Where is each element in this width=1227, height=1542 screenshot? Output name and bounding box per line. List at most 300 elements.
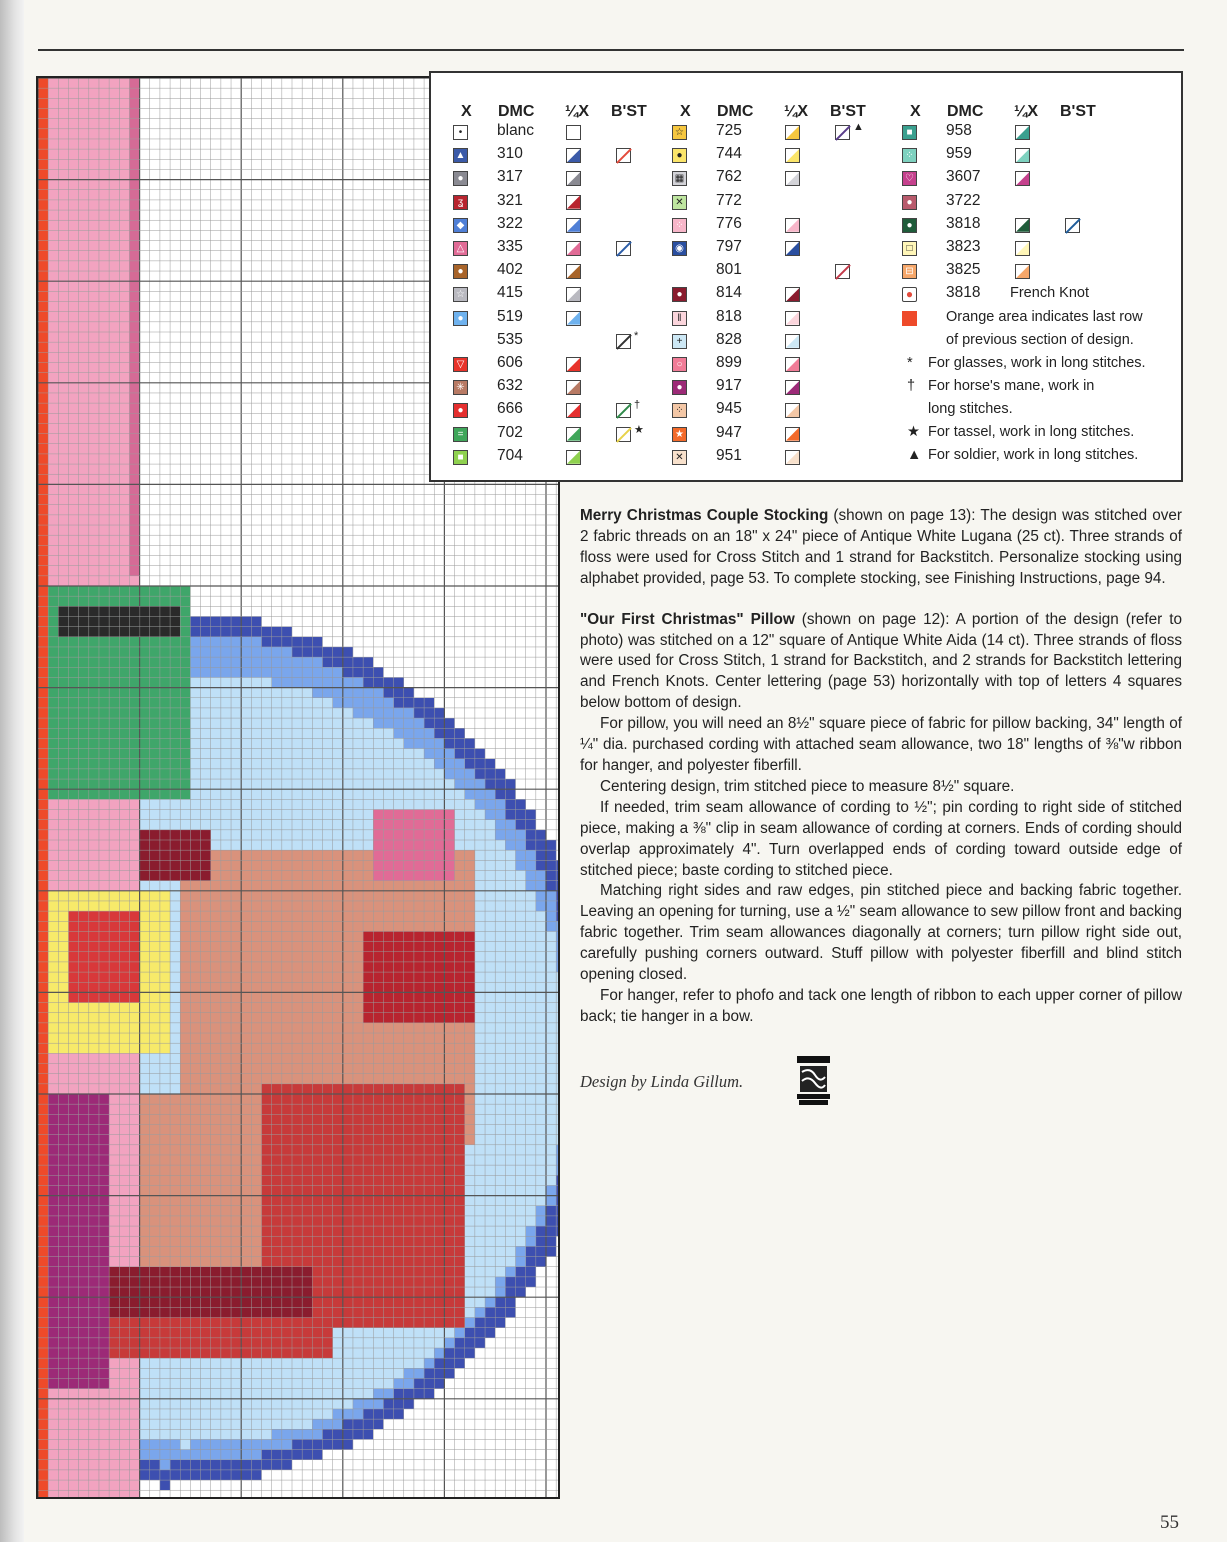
blue-border-stitch — [526, 840, 536, 850]
blue-border-stitch — [282, 627, 292, 637]
blue-ring-stitch — [343, 688, 353, 698]
blue-border-stitch — [251, 627, 261, 637]
blue-border-stitch — [536, 1226, 546, 1236]
blue-border-stitch — [485, 759, 495, 769]
blue-border-stitch — [495, 1297, 505, 1307]
blue-ring-stitch — [241, 637, 251, 647]
blue-border-stitch — [373, 677, 383, 687]
blue-ring-stitch — [455, 759, 465, 769]
blue-border-stitch — [363, 677, 373, 687]
blue-ring-stitch — [526, 850, 536, 860]
blue-border-stitch — [353, 1419, 363, 1429]
blue-ring-stitch — [516, 850, 526, 860]
blue-ring-stitch — [414, 738, 424, 748]
blue-border-stitch — [556, 891, 558, 901]
blue-ring-stitch — [383, 708, 393, 718]
blue-border-stitch — [536, 860, 546, 870]
blue-border-stitch — [322, 1439, 332, 1449]
blue-border-stitch — [221, 1470, 231, 1480]
blue-border-stitch — [262, 1450, 272, 1460]
blue-border-stitch — [353, 657, 363, 667]
blue-border-stitch — [475, 1338, 485, 1348]
blue-border-stitch — [556, 1196, 558, 1206]
blue-border-stitch — [322, 657, 332, 667]
blue-border-stitch — [394, 1399, 404, 1409]
blue-border-stitch — [526, 1277, 536, 1287]
blue-border-stitch — [556, 1216, 558, 1226]
blue-ring-stitch — [211, 637, 221, 647]
blue-border-stitch — [343, 1419, 353, 1429]
blue-border-stitch — [394, 698, 404, 708]
blue-border-stitch — [343, 667, 353, 677]
blue-border-stitch — [475, 749, 485, 759]
blue-border-stitch — [302, 647, 312, 657]
blue-border-stitch — [516, 1287, 526, 1297]
blue-border-stitch — [444, 738, 454, 748]
blue-ring-stitch — [272, 677, 282, 687]
blue-ring-stitch — [465, 769, 475, 779]
blue-ring-stitch — [546, 901, 556, 911]
blue-border-stitch — [404, 1389, 414, 1399]
blue-border-stitch — [140, 1460, 150, 1470]
blue-ring-stitch — [526, 881, 536, 891]
blue-border-stitch — [312, 647, 322, 657]
blue-border-stitch — [444, 1358, 454, 1368]
blue-border-stitch — [536, 1246, 546, 1256]
blue-border-stitch — [536, 850, 546, 860]
blue-ring-stitch — [465, 779, 475, 789]
blue-ring-stitch — [251, 647, 261, 657]
blue-ring-stitch — [272, 657, 282, 667]
blue-border-stitch — [526, 830, 536, 840]
blue-ring-stitch — [434, 749, 444, 759]
blue-border-stitch — [394, 1389, 404, 1399]
blue-ring-stitch — [241, 667, 251, 677]
blue-border-stitch — [353, 667, 363, 677]
blue-border-stitch — [272, 637, 282, 647]
blue-border-stitch — [465, 759, 475, 769]
blue-ring-stitch — [241, 657, 251, 667]
blue-ring-stitch — [516, 860, 526, 870]
blue-border-stitch — [495, 769, 505, 779]
blue-border-stitch — [455, 1338, 465, 1348]
blue-border-stitch — [404, 698, 414, 708]
blue-border-stitch — [475, 1318, 485, 1328]
blue-ring-stitch — [312, 688, 322, 698]
blue-ring-stitch — [546, 891, 556, 901]
blue-ring-stitch — [302, 677, 312, 687]
blue-border-stitch — [251, 1470, 261, 1480]
blue-ring-stitch — [495, 799, 505, 809]
blue-border-stitch — [455, 1358, 465, 1368]
blue-border-stitch — [272, 627, 282, 637]
blue-ring-stitch — [231, 647, 241, 657]
blue-ring-stitch — [272, 667, 282, 677]
blue-border-stitch — [363, 657, 373, 667]
blue-border-stitch — [262, 1460, 272, 1470]
blue-ring-stitch — [343, 677, 353, 687]
blue-ring-stitch — [404, 708, 414, 718]
blue-ring-stitch — [262, 667, 272, 677]
blue-border-stitch — [160, 1470, 170, 1480]
blue-ring-stitch — [190, 647, 200, 657]
blue-border-stitch — [211, 616, 221, 626]
blue-border-stitch — [292, 1450, 302, 1460]
blue-border-stitch — [363, 667, 373, 677]
blue-border-stitch — [556, 1175, 558, 1185]
blue-border-stitch — [241, 627, 251, 637]
blue-ring-stitch — [322, 688, 332, 698]
blue-border-stitch — [424, 698, 434, 708]
blue-ring-stitch — [241, 647, 251, 657]
blue-border-stitch — [211, 1460, 221, 1470]
blue-ring-stitch — [363, 688, 373, 698]
blue-border-stitch — [516, 810, 526, 820]
blue-border-stitch — [495, 1318, 505, 1328]
blue-border-stitch — [424, 1378, 434, 1388]
blue-ring-stitch — [221, 667, 231, 677]
blue-border-stitch — [516, 1267, 526, 1277]
blue-ring-stitch — [536, 891, 546, 901]
blue-border-stitch — [505, 789, 515, 799]
blue-ring-stitch — [343, 698, 353, 708]
blue-border-stitch — [221, 1460, 231, 1470]
blue-ring-stitch — [475, 779, 485, 789]
blue-border-stitch — [444, 728, 454, 738]
blue-border-stitch — [556, 860, 558, 870]
blue-ring-stitch — [424, 738, 434, 748]
blue-ring-stitch — [353, 698, 363, 708]
blue-ring-stitch — [201, 637, 211, 647]
book-binding-shadow — [0, 0, 24, 1542]
blue-border-stitch — [241, 616, 251, 626]
blue-border-stitch — [282, 1450, 292, 1460]
blue-ring-stitch — [485, 810, 495, 820]
blue-ring-stitch — [404, 728, 414, 738]
blue-border-stitch — [485, 1307, 495, 1317]
blue-border-stitch — [444, 718, 454, 728]
blue-border-stitch — [475, 1328, 485, 1338]
blue-ring-stitch — [394, 718, 404, 728]
blue-border-stitch — [444, 1348, 454, 1358]
blue-border-stitch — [373, 667, 383, 677]
blue-ring-stitch — [373, 698, 383, 708]
blue-border-stitch — [505, 1277, 515, 1287]
blue-border-stitch — [322, 647, 332, 657]
blue-border-stitch — [302, 1439, 312, 1449]
blue-ring-stitch — [516, 830, 526, 840]
blue-border-stitch — [353, 1429, 363, 1439]
blue-border-stitch — [190, 616, 200, 626]
blue-ring-stitch — [282, 677, 292, 687]
blue-border-stitch — [505, 810, 515, 820]
blue-border-stitch — [201, 616, 211, 626]
blue-ring-stitch — [312, 667, 322, 677]
blue-border-stitch — [333, 647, 343, 657]
blue-ring-stitch — [394, 708, 404, 718]
blue-border-stitch — [383, 688, 393, 698]
blue-border-stitch — [414, 698, 424, 708]
blue-border-stitch — [424, 708, 434, 718]
blue-border-stitch — [201, 1470, 211, 1480]
blue-border-stitch — [383, 1409, 393, 1419]
blue-border-stitch — [190, 1470, 200, 1480]
blue-ring-stitch — [272, 647, 282, 657]
blue-border-stitch — [414, 708, 424, 718]
blue-border-stitch — [251, 616, 261, 626]
blue-ring-stitch — [231, 657, 241, 667]
blue-border-stitch — [262, 627, 272, 637]
top-rule — [38, 49, 1184, 51]
blue-ring-stitch — [221, 637, 231, 647]
blue-border-stitch — [556, 870, 558, 880]
blue-ring-stitch — [414, 728, 424, 738]
blue-ring-stitch — [434, 759, 444, 769]
blue-ring-stitch — [536, 901, 546, 911]
blue-border-stitch — [201, 627, 211, 637]
blue-border-stitch — [150, 1470, 160, 1480]
blue-border-stitch — [556, 901, 558, 911]
blue-border-stitch — [221, 627, 231, 637]
blue-border-stitch — [475, 769, 485, 779]
blue-ring-stitch — [495, 810, 505, 820]
blue-border-stitch — [485, 779, 495, 789]
blue-border-stitch — [211, 1470, 221, 1480]
blue-ring-stitch — [394, 728, 404, 738]
blue-border-stitch — [363, 1419, 373, 1429]
blue-border-stitch — [536, 830, 546, 840]
blue-border-stitch — [170, 1460, 180, 1470]
blue-ring-stitch — [495, 830, 505, 840]
blue-ring-stitch — [424, 749, 434, 759]
blue-border-stitch — [546, 840, 556, 850]
blue-ring-stitch — [231, 637, 241, 647]
blue-ring-stitch — [190, 667, 200, 677]
blue-ring-stitch — [312, 657, 322, 667]
blue-ring-stitch — [262, 647, 272, 657]
blue-border-stitch — [251, 1460, 261, 1470]
blue-border-stitch — [231, 1460, 241, 1470]
blue-border-stitch — [516, 799, 526, 809]
blue-border-stitch — [343, 657, 353, 667]
blue-border-stitch — [505, 779, 515, 789]
blue-border-stitch — [455, 728, 465, 738]
blue-border-stitch — [434, 1378, 444, 1388]
blue-ring-stitch — [211, 667, 221, 677]
blue-border-stitch — [373, 1409, 383, 1419]
blue-ring-stitch — [505, 840, 515, 850]
blue-border-stitch — [343, 647, 353, 657]
blue-border-stitch — [536, 1257, 546, 1267]
blue-ring-stitch — [444, 749, 454, 759]
blue-border-stitch — [546, 1216, 556, 1226]
blue-ring-stitch — [302, 657, 312, 667]
blue-border-stitch — [546, 1236, 556, 1246]
blue-border-stitch — [556, 1206, 558, 1216]
blue-ring-stitch — [404, 738, 414, 748]
blue-border-stitch — [526, 820, 536, 830]
blue-ring-stitch — [282, 657, 292, 667]
blue-border-stitch — [505, 1287, 515, 1297]
blue-ring-stitch — [465, 789, 475, 799]
blue-ring-stitch — [322, 667, 332, 677]
blue-border-stitch — [394, 677, 404, 687]
blue-ring-stitch — [444, 769, 454, 779]
blue-border-stitch — [201, 1460, 211, 1470]
blue-border-stitch — [231, 616, 241, 626]
blue-border-stitch — [505, 1297, 515, 1307]
blue-border-stitch — [414, 1389, 424, 1399]
blue-ring-stitch — [190, 637, 200, 647]
blue-border-stitch — [546, 1226, 556, 1236]
blue-border-stitch — [190, 627, 200, 637]
blue-border-stitch — [363, 1409, 373, 1419]
blue-ring-stitch — [292, 677, 302, 687]
blue-ring-stitch — [536, 881, 546, 891]
blue-border-stitch — [556, 881, 558, 891]
blue-border-stitch — [546, 1246, 556, 1256]
blue-ring-stitch — [526, 860, 536, 870]
blue-ring-stitch — [221, 647, 231, 657]
blue-border-stitch — [424, 1389, 434, 1399]
blue-border-stitch — [241, 1460, 251, 1470]
blue-border-stitch — [292, 637, 302, 647]
blue-border-stitch — [302, 637, 312, 647]
blue-border-stitch — [241, 1470, 251, 1480]
blue-ring-stitch — [221, 657, 231, 667]
blue-border-stitch — [322, 1429, 332, 1439]
blue-border-stitch — [495, 789, 505, 799]
blue-ring-stitch — [201, 647, 211, 657]
blue-ring-stitch — [363, 698, 373, 708]
blue-border-stitch — [282, 637, 292, 647]
blue-border-stitch — [414, 1378, 424, 1388]
blue-border-stitch — [282, 1460, 292, 1470]
blue-border-stitch — [140, 1470, 150, 1480]
blue-ring-stitch — [251, 637, 261, 647]
blue-ring-stitch — [201, 657, 211, 667]
blue-ring-stitch — [526, 870, 536, 880]
blue-ring-stitch — [231, 667, 241, 677]
blue-border-stitch — [465, 749, 475, 759]
blue-border-stitch — [312, 637, 322, 647]
blue-ring-stitch — [383, 718, 393, 728]
blue-border-stitch — [231, 627, 241, 637]
blue-border-stitch — [546, 1206, 556, 1216]
blue-border-stitch — [526, 1267, 536, 1277]
blue-ring-stitch — [485, 799, 495, 809]
blue-ring-stitch — [485, 789, 495, 799]
blue-border-stitch — [383, 677, 393, 687]
blue-border-stitch — [465, 1338, 475, 1348]
blue-border-stitch — [434, 718, 444, 728]
blue-border-stitch — [556, 1185, 558, 1195]
blue-border-stitch — [505, 1307, 515, 1317]
blue-border-stitch — [536, 1236, 546, 1246]
blue-border-stitch — [434, 1368, 444, 1378]
blue-border-stitch — [526, 1246, 536, 1256]
blue-border-stitch — [434, 708, 444, 718]
blue-border-stitch — [455, 738, 465, 748]
blue-ring-stitch — [424, 728, 434, 738]
blue-border-stitch — [475, 759, 485, 769]
blue-border-stitch — [373, 1419, 383, 1429]
blue-ring-stitch — [353, 688, 363, 698]
blue-border-stitch — [526, 1257, 536, 1267]
blue-ring-stitch — [505, 820, 515, 830]
blue-border-stitch — [495, 779, 505, 789]
blue-border-stitch — [556, 1226, 558, 1236]
blue-border-stitch — [434, 1358, 444, 1368]
blue-ring-stitch — [211, 647, 221, 657]
blue-border-stitch — [465, 1328, 475, 1338]
blue-border-stitch — [485, 1328, 495, 1338]
blue-border-stitch — [221, 616, 231, 626]
blue-ring-stitch — [201, 667, 211, 677]
blue-border-stitch — [526, 810, 536, 820]
blue-border-stitch — [333, 1439, 343, 1449]
blue-ring-stitch — [475, 799, 485, 809]
blue-ring-stitch — [373, 718, 383, 728]
blue-border-stitch — [556, 911, 558, 921]
blue-ring-stitch — [292, 667, 302, 677]
blue-border-stitch — [516, 1277, 526, 1287]
blue-border-stitch — [292, 647, 302, 657]
blue-ring-stitch — [536, 870, 546, 880]
blue-border-stitch — [312, 1450, 322, 1460]
blue-ring-stitch — [302, 667, 312, 677]
blue-border-stitch — [505, 799, 515, 809]
blue-border-stitch — [262, 637, 272, 647]
blue-border-stitch — [333, 1429, 343, 1439]
blue-ring-stitch — [455, 779, 465, 789]
blue-border-stitch — [546, 870, 556, 880]
blue-ring-stitch — [292, 657, 302, 667]
blue-border-stitch — [404, 688, 414, 698]
blue-ring-stitch — [373, 688, 383, 698]
blue-border-stitch — [485, 1318, 495, 1328]
blue-ring-stitch — [282, 667, 292, 677]
blue-border-stitch — [180, 1460, 190, 1470]
blue-border-stitch — [272, 1460, 282, 1470]
blue-ring-stitch — [444, 759, 454, 769]
blue-border-stitch — [394, 688, 404, 698]
blue-border-stitch — [546, 860, 556, 870]
blue-border-stitch — [485, 769, 495, 779]
blue-ring-stitch — [211, 657, 221, 667]
blue-ring-stitch — [516, 840, 526, 850]
blue-ring-stitch — [282, 647, 292, 657]
blue-ring-stitch — [455, 769, 465, 779]
blue-ring-stitch — [251, 667, 261, 677]
blue-border-stitch — [312, 1439, 322, 1449]
blue-border-stitch — [302, 1450, 312, 1460]
blue-border-stitch — [292, 1439, 302, 1449]
blue-ring-stitch — [353, 708, 363, 718]
blue-border-stitch — [150, 1460, 160, 1470]
blue-border-stitch — [272, 1450, 282, 1460]
blue-border-stitch — [211, 627, 221, 637]
blue-border-stitch — [383, 1399, 393, 1409]
blue-ring-stitch — [333, 677, 343, 687]
blue-border-stitch — [180, 1470, 190, 1480]
blue-border-stitch — [455, 1348, 465, 1358]
blue-ring-stitch — [505, 830, 515, 840]
blue-border-stitch — [231, 1470, 241, 1480]
blue-border-stitch — [495, 1307, 505, 1317]
blue-ring-stitch — [404, 718, 414, 728]
blue-border-stitch — [516, 820, 526, 830]
